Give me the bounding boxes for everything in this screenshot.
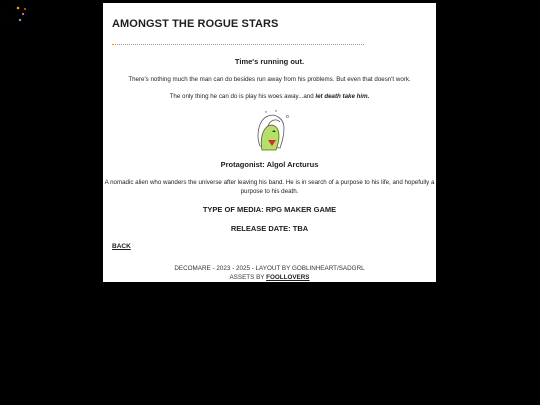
footer-assets-prefix: ASSETS BY <box>229 273 267 281</box>
assets-link[interactable]: FOOLLOVERS <box>266 273 310 281</box>
intro-text-2-prefix: The only thing he can do is play his woes away...and <box>169 93 316 100</box>
back-link[interactable]: BACK <box>112 243 131 250</box>
star-icon <box>24 8 26 10</box>
intro-text-2 <box>103 92 436 101</box>
intro-text: There's nothing much the man can do besides run away from his problems. But even that doesn't work. <box>128 76 411 83</box>
star-icon <box>22 13 24 15</box>
footer <box>103 265 436 282</box>
svg-text:o: o <box>286 114 289 120</box>
release-date: RELEASE DATE: TBA <box>230 224 309 233</box>
tagline: Time's running out. <box>234 57 305 66</box>
media-type: TYPE OF MEDIA: RPG MAKER GAME <box>202 205 337 214</box>
star-icon <box>19 19 21 21</box>
alien-character-sprite <box>246 106 294 154</box>
protagonist-description: A nomadic alien who wanders the universe after leaving his band. He is in search of a purpose to his life, and hopefully a purpose to his death. <box>104 179 435 195</box>
dotted-divider <box>112 44 364 45</box>
star-icon <box>17 7 20 10</box>
protagonist-heading: Protagonist: Algol Arcturus <box>220 160 319 169</box>
footer-credits: DECOMARE - 2023 - 2025 - LAYOUT BY GOBLINHEART/SADGRL <box>174 265 365 272</box>
page-title: AMONGST THE ROGUE STARS <box>112 18 279 30</box>
footer-assets <box>103 274 436 283</box>
crescent-moon-icon[interactable] <box>0 0 30 34</box>
content-panel <box>103 3 436 282</box>
intro-text-2-emphasis: let death take him. <box>315 93 370 100</box>
